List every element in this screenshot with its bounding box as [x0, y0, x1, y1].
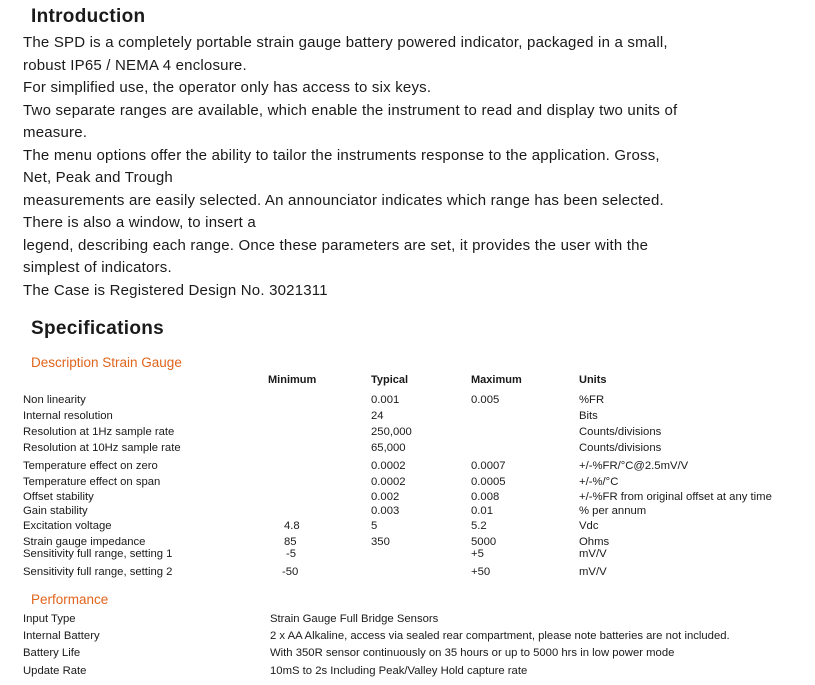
intro-line: Net, Peak and Trough: [23, 169, 173, 186]
intro-line: For simplified use, the operator only has access to six keys.: [23, 79, 432, 96]
intro-line: There is also a window, to insert a: [23, 214, 256, 231]
spec-min: 4.8: [284, 520, 300, 532]
spec-name: Resolution at 1Hz sample rate: [23, 426, 175, 438]
performance-value: With 350R sensor continuously on 35 hours or up to 5000 hrs in low power mode: [270, 647, 675, 659]
strain-gauge-subheading: Description Strain Gauge: [31, 355, 182, 370]
spec-max: 0.008: [471, 491, 500, 503]
spec-name: Sensitivity full range, setting 1: [23, 548, 173, 560]
spec-unit: Counts/divisions: [579, 426, 662, 438]
spec-min: -5: [286, 548, 297, 560]
intro-line: measure.: [23, 124, 88, 141]
spec-max: +5: [471, 548, 484, 560]
intro-line: Two separate ranges are available, which enable the instrument to read and display two units of: [23, 101, 678, 119]
spec-max: 0.005: [471, 394, 500, 406]
spec-typical: 0.0002: [371, 460, 406, 472]
spec-min: -50: [282, 566, 299, 578]
spec-name: Excitation voltage: [23, 520, 112, 532]
intro-line: The SPD is a completely portable strain gauge battery powered indicator, packaged in a small,: [23, 34, 668, 51]
spec-typical: 0.001: [371, 394, 400, 406]
spec-name: Temperature effect on zero: [23, 460, 158, 472]
performance-value: 2 x AA Alkaline, access via sealed rear compartment, please note batteries are not included.: [270, 630, 730, 642]
spec-unit: +/-%FR from original offset at any time: [579, 491, 772, 503]
spec-name: Offset stability: [23, 491, 94, 503]
introduction-text: [23, 32, 793, 302]
spec-unit: +/-%FR/°C@2.5mV/V: [579, 460, 689, 472]
spec-unit: Bits: [579, 410, 598, 422]
performance-value: Strain Gauge Full Bridge Sensors: [270, 613, 439, 625]
column-header-units: Units: [579, 374, 607, 386]
performance-label: Internal Battery: [23, 630, 100, 642]
spec-unit: mV/V: [579, 548, 607, 560]
introduction-heading: Introduction: [31, 6, 146, 27]
spec-typical: 65,000: [371, 442, 406, 454]
spec-max: 0.01: [471, 505, 493, 517]
spec-unit: Ohms: [579, 536, 610, 548]
spec-name: Resolution at 10Hz sample rate: [23, 442, 181, 454]
column-header-typical: Typical: [371, 374, 409, 386]
spec-unit: % per annum: [579, 505, 647, 517]
spec-typical: 0.002: [371, 491, 400, 503]
spec-max: +50: [471, 566, 491, 578]
intro-line: legend, describing each range. Once these parameters are set, it provides the user with the: [23, 236, 649, 254]
column-header-minimum: Minimum: [268, 374, 317, 386]
specifications-heading: Specifications: [31, 318, 165, 339]
spec-max: 0.0007: [471, 460, 506, 472]
performance-value: 10mS to 2s Including Peak/Valley Hold capture rate: [270, 665, 528, 677]
column-header-maximum: Maximum: [471, 374, 522, 386]
spec-unit: +/-%/°C: [579, 476, 619, 488]
intro-line: robust IP65 / NEMA 4 enclosure.: [23, 56, 247, 74]
spec-unit: mV/V: [579, 566, 607, 578]
spec-max: 0.0005: [471, 476, 506, 488]
performance-label: Update Rate: [23, 665, 87, 677]
spec-name: Temperature effect on span: [23, 476, 161, 488]
spec-name: Sensitivity full range, setting 2: [23, 566, 173, 578]
performance-label: Battery Life: [23, 647, 81, 659]
intro-line: simplest of indicators.: [23, 259, 172, 276]
performance-subheading: Performance: [31, 592, 109, 607]
spec-name: Gain stability: [23, 505, 88, 517]
spec-typical: 250,000: [371, 426, 412, 438]
spec-typical: 350: [371, 536, 390, 548]
spec-name: Non linearity: [23, 394, 86, 406]
spec-typical: 0.0002: [371, 476, 406, 488]
spec-typical: 24: [371, 410, 384, 422]
spec-max: 5000: [471, 536, 497, 548]
spec-name: Internal resolution: [23, 410, 113, 422]
intro-line: The menu options offer the ability to tailor the instruments response to the application. Gross,: [23, 146, 660, 164]
performance-label: Input Type: [23, 613, 76, 625]
intro-line: The Case is Registered Design No. 3021311: [23, 281, 328, 299]
spec-name: Strain gauge impedance: [23, 536, 146, 548]
intro-line: measurements are easily selected. An announciator indicates which range has been selected.: [23, 191, 664, 209]
spec-unit: Counts/divisions: [579, 442, 662, 454]
spec-typical: 0.003: [371, 505, 400, 517]
spec-max: 5.2: [471, 520, 487, 532]
spec-unit: %FR: [579, 394, 605, 406]
spec-min: 85: [284, 536, 297, 548]
spec-unit: Vdc: [579, 520, 599, 532]
spec-typical: 5: [371, 520, 378, 532]
